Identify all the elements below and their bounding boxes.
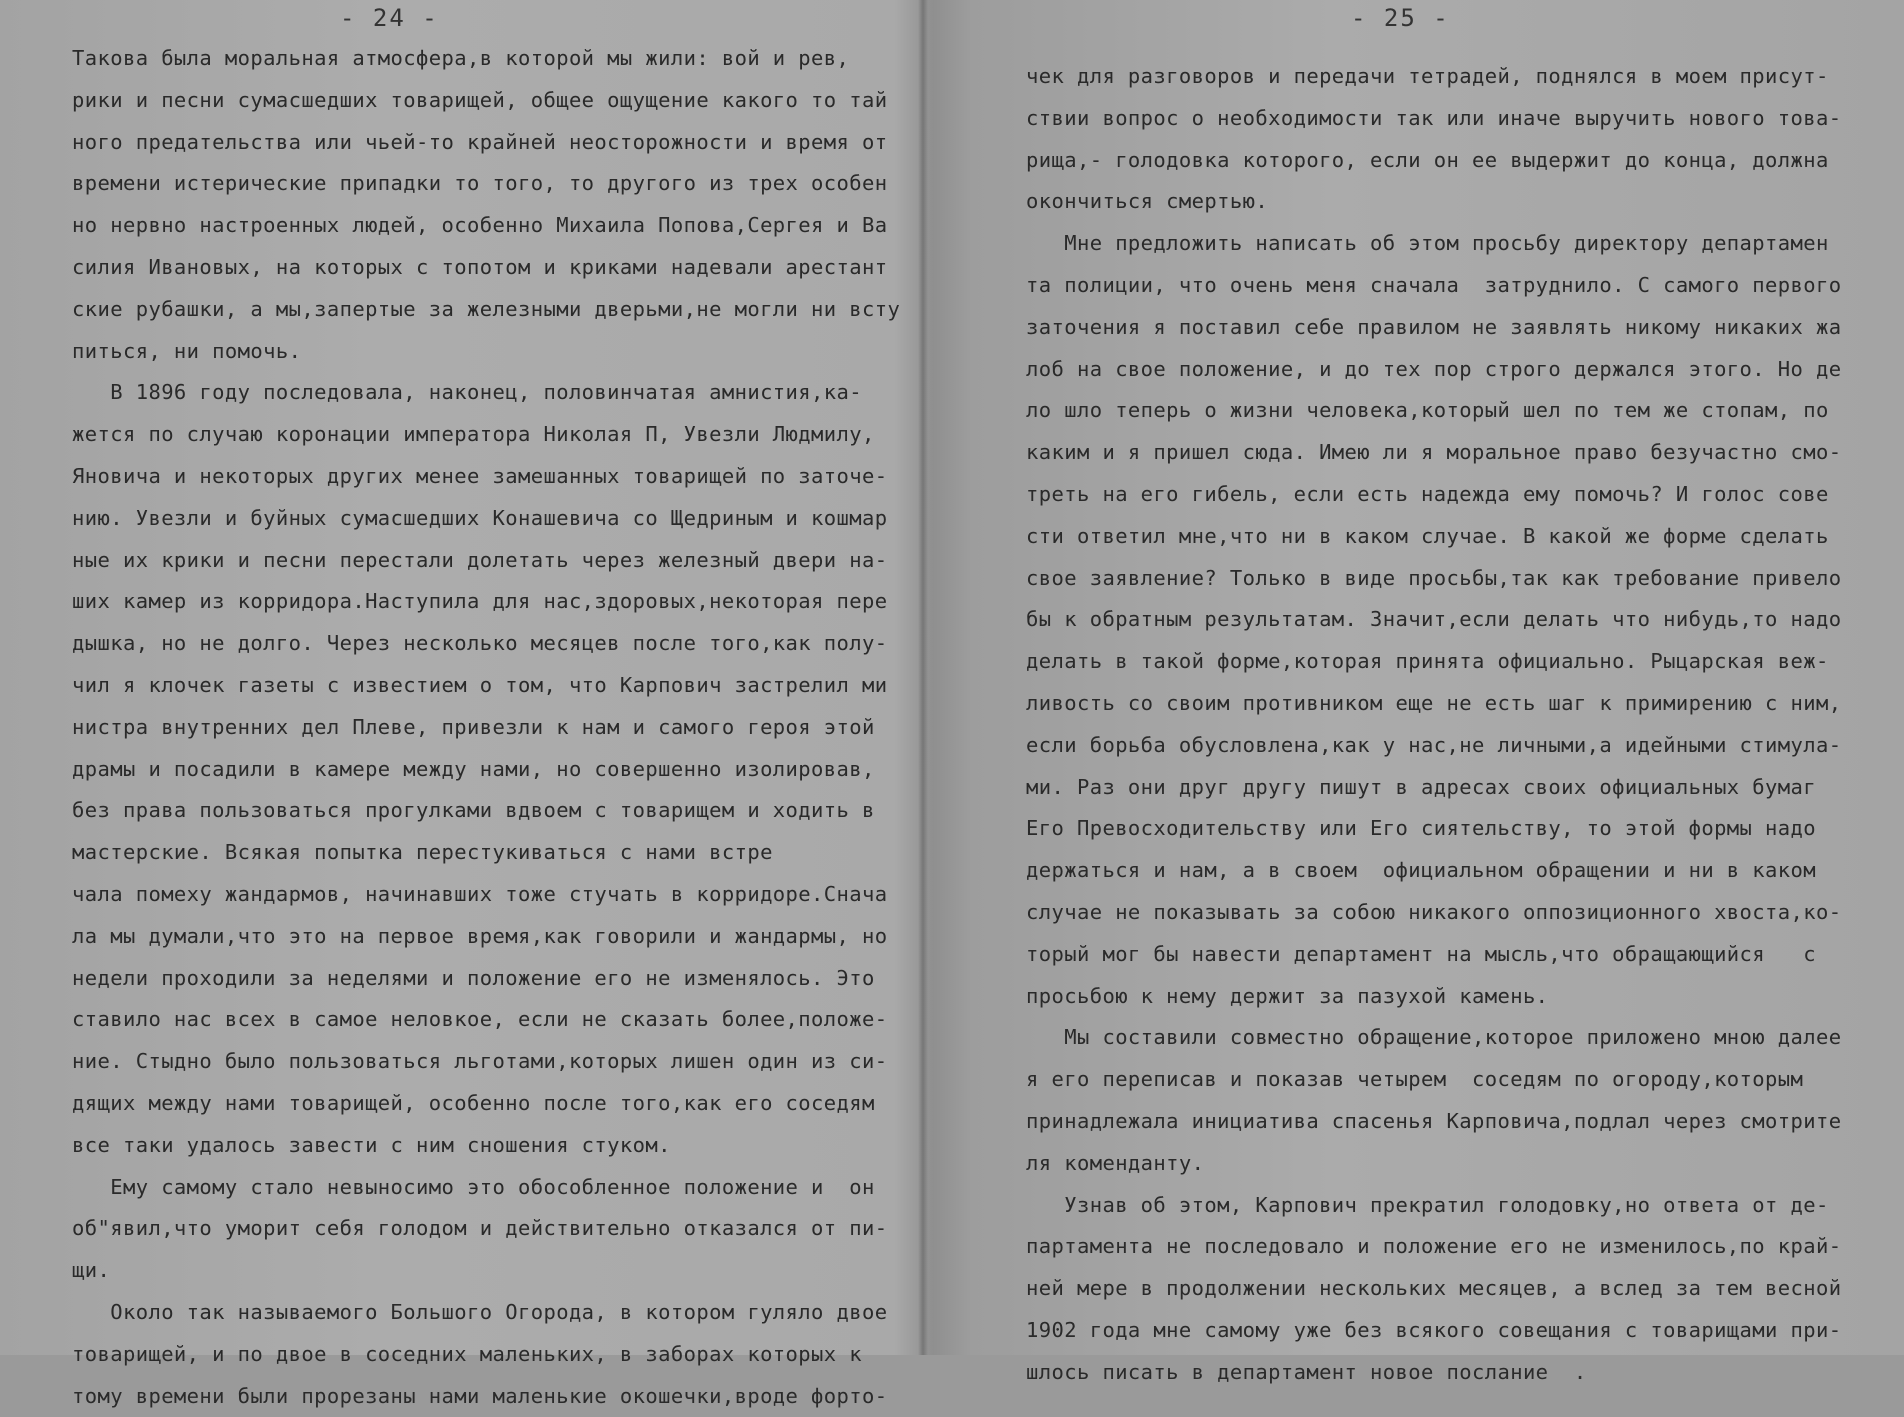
- text-line: каким и я пришел сюда. Имею ли я моральное право безучастно смо-: [1026, 432, 1842, 474]
- text-line: тому времени были прорезаны нами маленькие окошечки,вроде форто-: [72, 1376, 900, 1417]
- text-line: питься, ни помочь.: [72, 331, 900, 373]
- text-line: ла мы думали,что это на первое время,как говорили и жандармы, но: [72, 916, 900, 958]
- book-gutter: [918, 0, 928, 1355]
- text-line: Яновича и некоторых других менее замешанных товарищей по заточе-: [72, 456, 900, 498]
- text-line: Его Превосходительству или Его сиятельству, то этой формы надо: [1026, 808, 1842, 850]
- page-text: [1026, 56, 1842, 1394]
- text-line: времени истерические припадки то того, то другого из трех особен: [72, 163, 900, 205]
- text-line: партамента не последовало и положение его не изменилось,по край-: [1026, 1226, 1842, 1268]
- text-line: 1902 года мне самому уже без всякого совещания с товарищами при-: [1026, 1310, 1842, 1352]
- text-line: ного предательства или чьей-то крайней неосторожности и время от: [72, 122, 900, 164]
- text-line: недели проходили за неделями и положение его не изменялось. Это: [72, 958, 900, 1000]
- text-line: просьбою к нему держит за пазухой камень.: [1026, 976, 1842, 1018]
- text-line: ней мере в продолжении нескольких месяцев, а вслед за тем весной: [1026, 1268, 1842, 1310]
- page-left: [30, 0, 900, 1355]
- text-line: силия Ивановых, на которых с топотом и криками надевали арестант: [72, 247, 900, 289]
- text-line: ные их крики и песни перестали долетать через железный двери на-: [72, 540, 900, 582]
- text-line: чек для разговоров и передачи тетрадей, поднялся в моем присут-: [1026, 56, 1842, 98]
- text-line: треть на его гибель, если есть надежда ему помочь? И голос сове: [1026, 474, 1842, 516]
- text-line: Около так называемого Большого Огорода, в котором гуляло двое: [72, 1292, 900, 1334]
- text-line: мастерские. Всякая попытка перестукиваться с нами встре: [72, 832, 900, 874]
- text-line: случае не показывать за собою никакого оппозиционного хвоста,ко-: [1026, 892, 1842, 934]
- text-line: драмы и посадили в камере между нами, но совершенно изолировав,: [72, 749, 900, 791]
- text-line: торый мог бы навести департамент на мысль,что обращающийся с: [1026, 934, 1842, 976]
- text-line: ло шло теперь о жизни человека,который шел по тем же стопам, по: [1026, 390, 1842, 432]
- page-number: - 24 -: [340, 4, 439, 32]
- text-line: лоб на свое положение, и до тех пор строго держался этого. Но де: [1026, 349, 1842, 391]
- text-line: Ему самому стало невыносимо это обособленное положение и он: [72, 1167, 900, 1209]
- text-line: сти ответил мне,что ни в каком случае. В какой же форме сделать: [1026, 516, 1842, 558]
- text-line: нистра внутренних дел Плеве, привезли к нам и самого героя этой: [72, 707, 900, 749]
- text-line: держаться и нам, а в своем официальном обращении и ни в каком: [1026, 850, 1842, 892]
- text-line: свое заявление? Только в виде просьбы,так как требование привело: [1026, 558, 1842, 600]
- text-line: если борьба обусловлена,как у нас,не личными,а идейными стимула-: [1026, 725, 1842, 767]
- text-line: ля коменданту.: [1026, 1143, 1842, 1185]
- text-line: ставило нас всех в самое неловкое, если не сказать более,положе-: [72, 999, 900, 1041]
- text-line: дящих между нами товарищей, особенно после того,как его соседям: [72, 1083, 900, 1125]
- text-line: Узнав об этом, Карпович прекратил голодовку,но ответа от де-: [1026, 1185, 1842, 1227]
- text-line: Такова была моральная атмосфера,в которой мы жили: вой и рев,: [72, 38, 900, 80]
- text-line: ствии вопрос о необходимости так или иначе выручить нового това-: [1026, 98, 1842, 140]
- text-line: бы к обратным результатам. Значит,если делать что нибудь,то надо: [1026, 599, 1842, 641]
- text-line: шлось писать в департамент новое послание .: [1026, 1352, 1842, 1394]
- text-line: я его переписав и показав четырем соседям по огороду,которым: [1026, 1059, 1842, 1101]
- text-line: нию. Увезли и буйных сумасшедших Конашевича со Щедриным и кошмар: [72, 498, 900, 540]
- text-line: ские рубашки, а мы,запертые за железными дверьми,не могли ни всту: [72, 289, 900, 331]
- page-right: [996, 0, 1886, 1355]
- text-line: заточения я поставил себе правилом не заявлять никому никаких жа: [1026, 307, 1842, 349]
- page-number: - 25 -: [1351, 4, 1450, 32]
- text-line: чил я клочек газеты с известием о том, что Карпович застрелил ми: [72, 665, 900, 707]
- text-line: принадлежала инициатива спасенья Карповича,подлал через смотрите: [1026, 1101, 1842, 1143]
- text-line: без права пользоваться прогулками вдвоем с товарищем и ходить в: [72, 790, 900, 832]
- text-line: чала помеху жандармов, начинавших тоже стучать в корридоре.Снача: [72, 874, 900, 916]
- text-line: ние. Стыдно было пользоваться льготами,которых лишен один из си-: [72, 1041, 900, 1083]
- text-line: Мы составили совместно обращение,которое приложено мною далее: [1026, 1017, 1842, 1059]
- text-line: ших камер из корридора.Наступила для нас,здоровых,некоторая пере: [72, 581, 900, 623]
- text-line: жется по случаю коронации императора Николая П, Увезли Людмилу,: [72, 414, 900, 456]
- text-line: та полиции, что очень меня сначала затруднило. С самого первого: [1026, 265, 1842, 307]
- text-line: В 1896 году последовала, наконец, половинчатая амнистия,ка-: [72, 372, 900, 414]
- text-line: Мне предложить написать об этом просьбу директору департамен: [1026, 223, 1842, 265]
- text-line: об"явил,что уморит себя голодом и действительно отказался от пи-: [72, 1208, 900, 1250]
- text-line: все таки удалось завести с ним сношения стуком.: [72, 1125, 900, 1167]
- page-text: [72, 38, 900, 1417]
- text-line: товарищей, и по двое в соседних маленьких, в заборах которых к: [72, 1334, 900, 1376]
- text-line: ми. Раз они друг другу пишут в адресах своих официальных бумаг: [1026, 767, 1842, 809]
- text-line: дышка, но не долго. Через несколько месяцев после того,как полу-: [72, 623, 900, 665]
- text-line: рища,- голодовка которого, если он ее выдержит до конца, должна: [1026, 140, 1842, 182]
- text-line: ливость со своим противником еще не есть шаг к примирению с ним,: [1026, 683, 1842, 725]
- text-line: рики и песни сумасшедших товарищей, общее ощущение какого то тай: [72, 80, 900, 122]
- text-line: окончиться смертью.: [1026, 181, 1842, 223]
- text-line: щи.: [72, 1250, 900, 1292]
- text-line: делать в такой форме,которая принята официально. Рыцарская веж-: [1026, 641, 1842, 683]
- text-line: но нервно настроенных людей, особенно Михаила Попова,Сергея и Ва: [72, 205, 900, 247]
